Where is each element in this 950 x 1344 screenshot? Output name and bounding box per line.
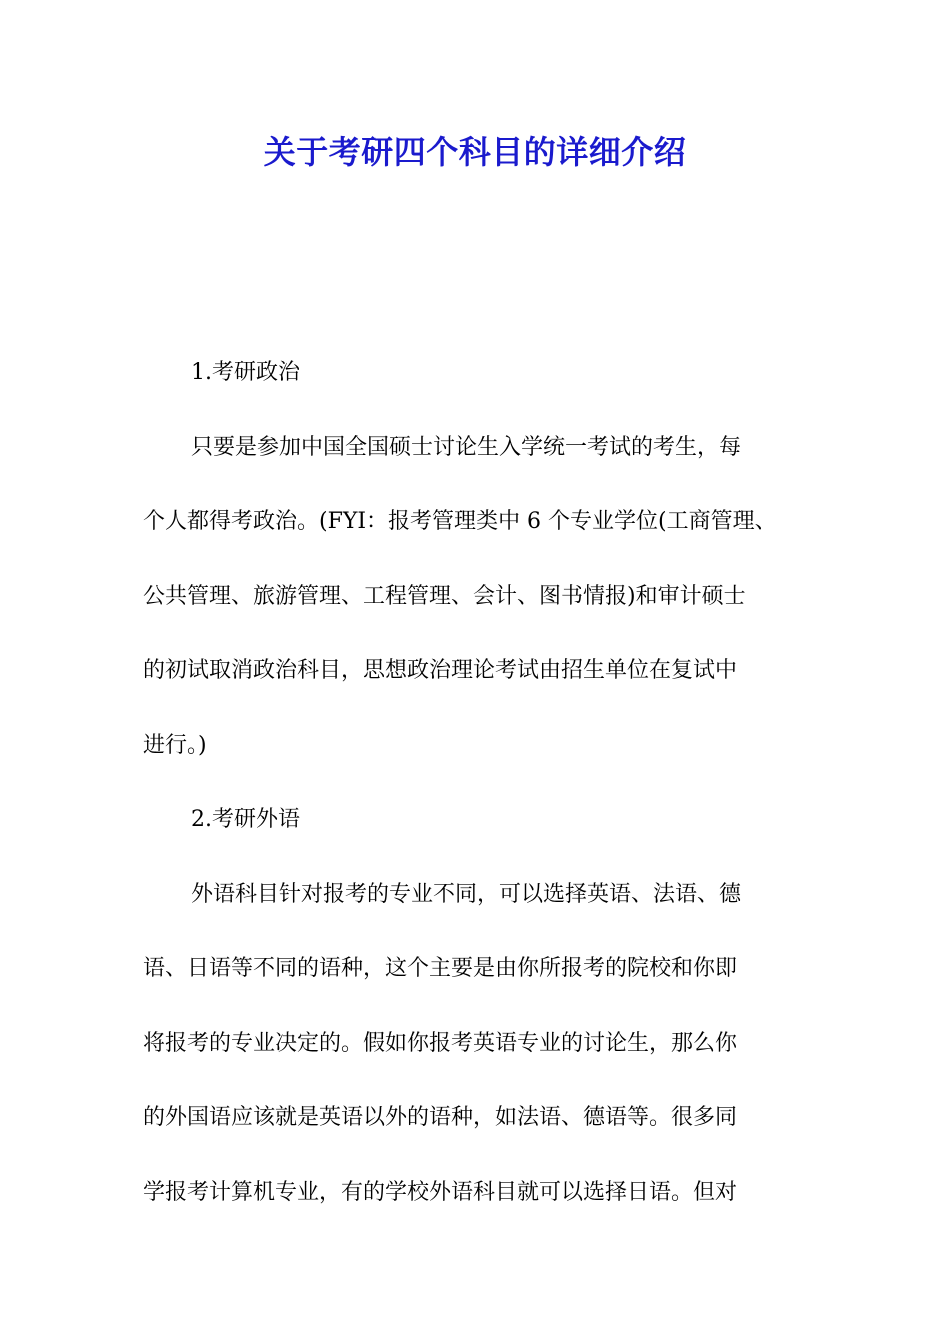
paragraph-line: 的初试取消政治科目，思想政治理论考试由招生单位在复试中 xyxy=(143,658,738,683)
paragraph-line: 个人都得考政治。(FYI：报考管理类中 6 个专业学位(工商管理、 xyxy=(143,509,777,534)
paragraph-line: 将报考的专业决定的。假如你报考英语专业的讨论生，那么你 xyxy=(143,1030,738,1056)
paragraph-line: 的外国语应该就是英语以外的语种，如法语、德语等。很多同 xyxy=(143,1105,738,1130)
paragraph-line: 只要是参加中国全国硕士讨论生入学统一考试的考生，每 xyxy=(191,434,742,460)
section-heading-foreign-language: 2.考研外语 xyxy=(191,807,300,832)
document-title: 关于考研四个科目的详细介绍 xyxy=(263,133,687,171)
paragraph-line: 进行。) xyxy=(143,732,207,758)
paragraph-line: 公共管理、旅游管理、工程管理、会计、图书情报)和审计硕士 xyxy=(143,583,746,609)
document-body xyxy=(143,336,807,1230)
section-heading-politics: 1.考研政治 xyxy=(191,360,300,385)
paragraph-line: 外语科目针对报考的专业不同，可以选择英语、法语、德 xyxy=(191,881,742,907)
paragraph-line: 语、日语等不同的语种，这个主要是由你所报考的院校和你即 xyxy=(143,956,738,981)
paragraph-line: 学报考计算机专业，有的学校外语科目就可以选择日语。但对 xyxy=(143,1179,738,1205)
